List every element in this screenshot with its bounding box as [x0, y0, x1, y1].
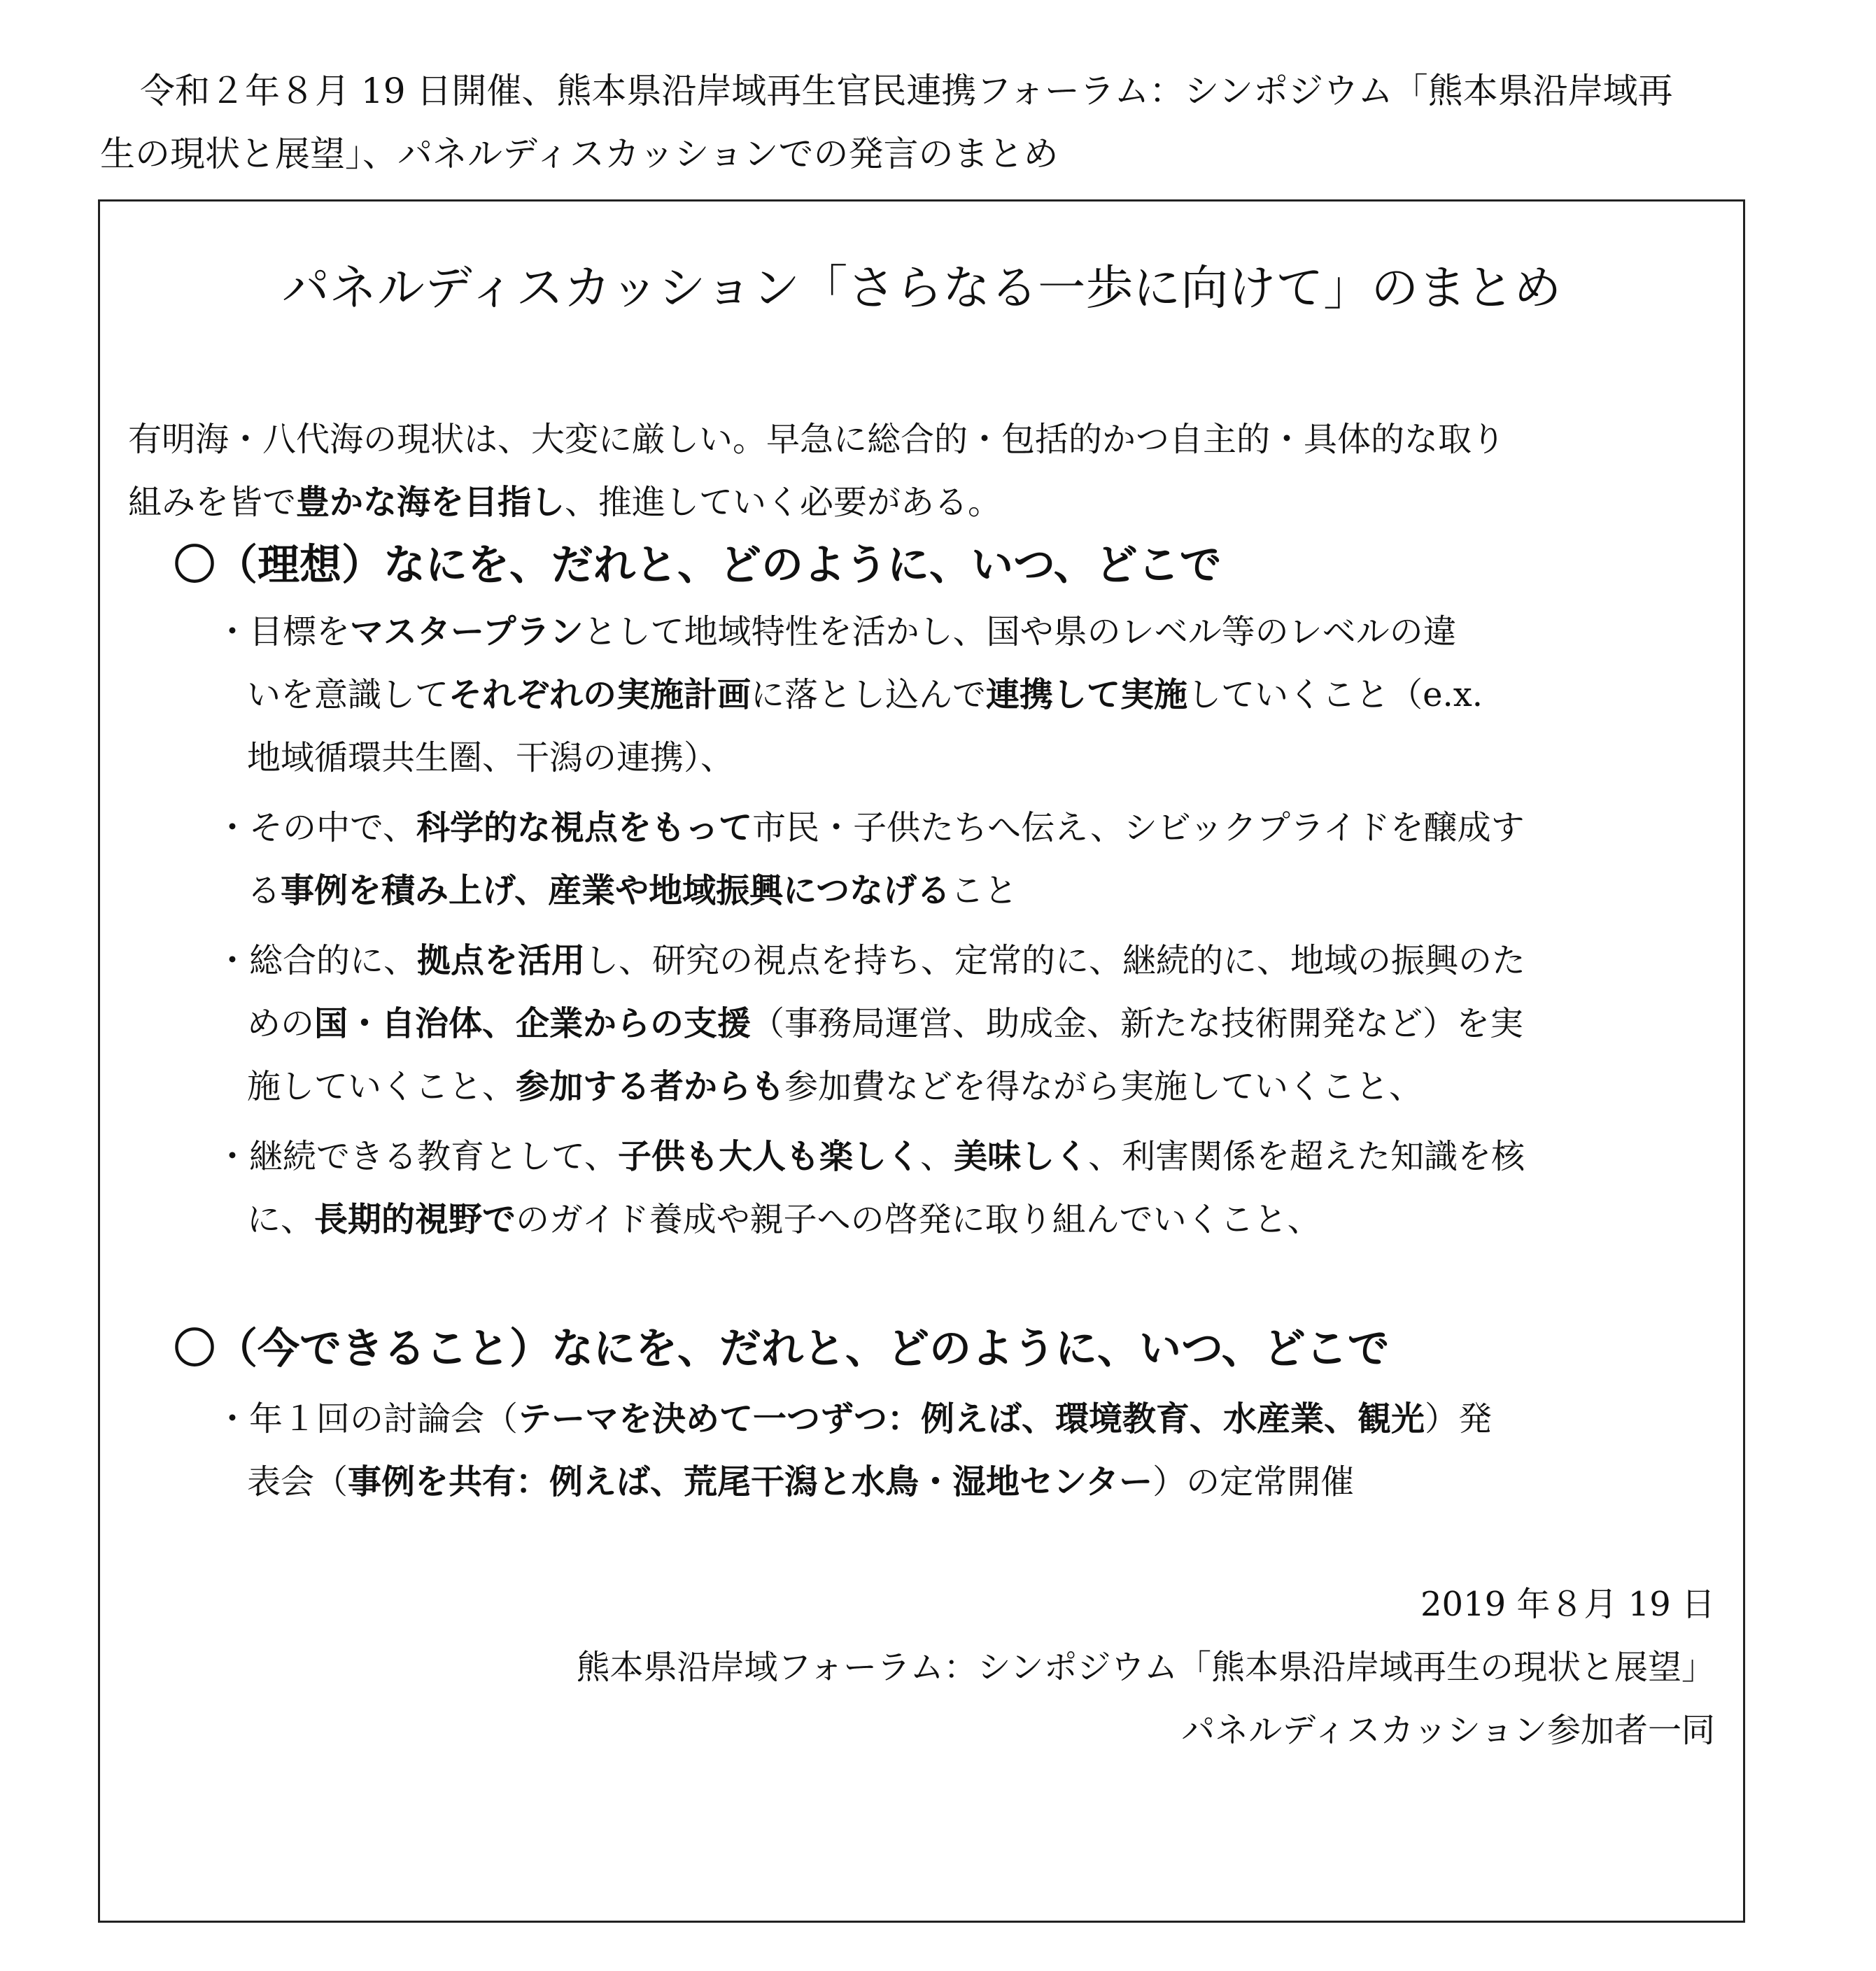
bullet-5-line-1: ・年１回の討論会（テーマを決めて一つずつ：例えば、環境教育、水産業、観光）発 [216, 1399, 1493, 1439]
signature-participants: パネルディスカッション参加者一同 [1181, 1711, 1715, 1750]
bullet-3-line-1: ・総合的に、拠点を活用し、研究の視点を持ち、定常的に、継続的に、地域の振興のた [216, 941, 1526, 980]
bullet-1-line-3: 地域循環共生圏、干潟の連携）、 [247, 738, 735, 777]
signature-org: 熊本県沿岸域フォーラム：シンポジウム「熊本県沿岸域再生の現状と展望」 [576, 1648, 1715, 1687]
box-title: パネルディスカッション「さらなる一歩に向けて」のまとめ [281, 261, 1562, 316]
bullet-3-line-2: めの国・自治体、企業からの支援（事務局運営、助成金、新たな技術開発など）を実 [247, 1004, 1524, 1043]
bullet-1-line-1: ・目標をマスタープランとして地域特性を活かし、国や県のレベル等のレベルの違 [216, 612, 1457, 651]
paragraph-line-1: 有明海・八代海の現状は、大変に厳しい。早急に総合的・包括的かつ自主的・具体的な取り [128, 420, 1506, 459]
intro-line-2: 生の現状と展望」、パネルディスカッションでの発言のまとめ [100, 134, 1059, 174]
section-heading-ideal: 〇（理想）なにを、だれと、どのように、いつ、どこで [174, 541, 1222, 590]
section-heading-now: 〇（今できること）なにを、だれと、どのように、いつ、どこで [174, 1324, 1390, 1373]
bullet-2-line-2: る事例を積み上げ、産業や地域振興につなげること [247, 871, 1018, 910]
intro-line-1: 令和２年８月 19 日開催、熊本県沿岸域再生官民連携フォーラム：シンポジウム「熊本県沿岸域再 [140, 71, 1673, 111]
bullet-4-line-1: ・継続できる教育として、子供も大人も楽しく、美味しく、利害関係を超えた知識を核 [216, 1137, 1525, 1176]
bullet-1-line-2: いを意識してそれぞれの実施計画に落とし込んで連携して実施していくこと（e.x. [247, 675, 1483, 714]
signature-date: 2019 年８月 19 日 [1420, 1585, 1715, 1624]
bullet-2-line-1: ・その中で、科学的な視点をもって市民・子供たちへ伝え、シビックプライドを醸成す [216, 808, 1525, 847]
paragraph-line-2: 組みを皆で豊かな海を目指し、推進していく必要がある。 [128, 483, 1002, 522]
bullet-3-line-3: 施していくこと、参加する者からも参加費などを得ながら実施していくこと、 [247, 1067, 1423, 1106]
summary-box [98, 199, 1745, 1923]
bullet-5-line-2: 表会（事例を共有：例えば、荒尾干潟と水鳥・湿地センター）の定常開催 [247, 1462, 1355, 1502]
bullet-4-line-2: に、長期的視野でのガイド養成や親子への啓発に取り組んでいくこと、 [247, 1200, 1321, 1239]
